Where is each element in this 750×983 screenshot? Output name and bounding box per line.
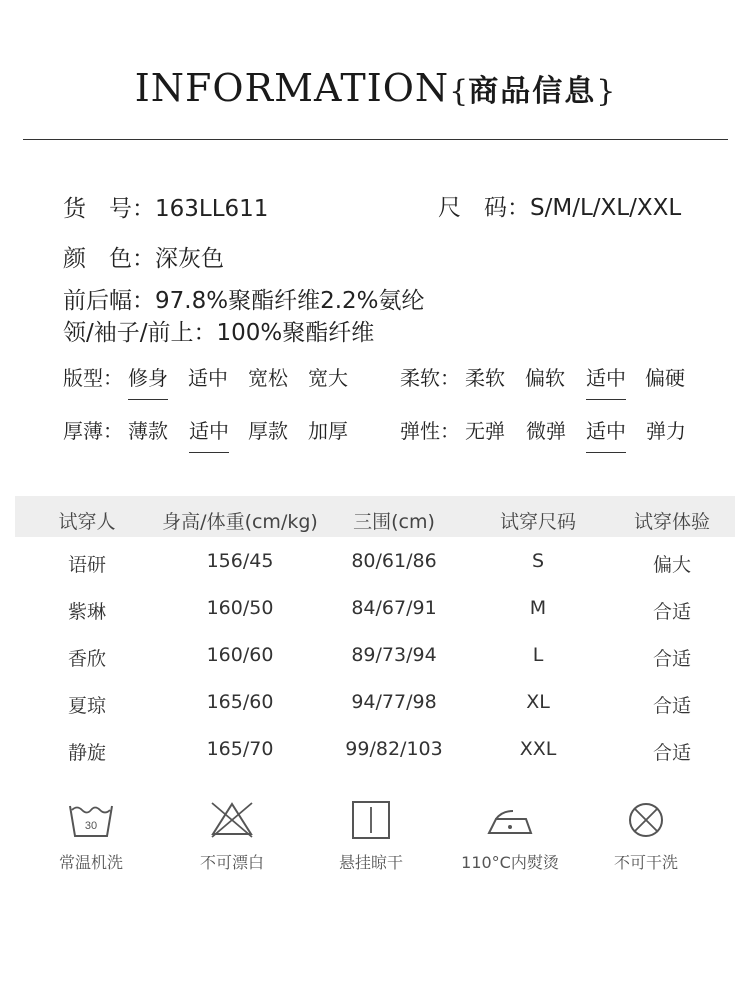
item-number-row <box>63 190 268 223</box>
cell-experience: 合适 <box>652 648 692 670</box>
page-subtitle: 商品信息 <box>468 74 597 109</box>
cell-height-weight: 160/50 <box>206 597 274 619</box>
cell-tester: 静旋 <box>67 742 107 764</box>
care-item-bleach <box>167 800 297 873</box>
cell-tester: 紫琳 <box>67 601 107 623</box>
no-dry-clean-icon <box>623 800 669 840</box>
item-number-value: 163LL611 <box>155 196 269 222</box>
column-header-experience: 试穿体验 <box>633 511 711 533</box>
fabric-collar-row <box>63 314 374 347</box>
color-row <box>63 240 224 273</box>
cell-tester: 香欣 <box>67 648 107 670</box>
cell-measurements: 80/61/86 <box>351 550 437 572</box>
cell-experience: 合适 <box>652 695 692 717</box>
cell-size: L <box>532 644 544 666</box>
cell-experience: 合适 <box>652 601 692 623</box>
cell-tester: 夏琼 <box>67 695 107 717</box>
column-header-size: 试穿尺码 <box>499 511 577 533</box>
fabric-front-value: 97.8%聚酯纤维2.2%氨纶 <box>155 288 425 314</box>
hang-dry-icon <box>348 800 394 840</box>
elasticity-scale <box>400 415 700 451</box>
cell-tester: 语研 <box>67 554 107 576</box>
wash-30-icon <box>68 800 114 840</box>
elasticity-option-medium: 适中 <box>586 415 626 453</box>
header <box>0 66 750 110</box>
softness-label: 柔软： <box>400 366 460 390</box>
softness-option-medium: 适中 <box>586 362 626 400</box>
fit-option-regular: 适中 <box>188 366 228 390</box>
fabric-front-row <box>63 282 425 315</box>
cell-height-weight: 156/45 <box>206 550 274 572</box>
softness-option-softish: 偏软 <box>525 366 565 390</box>
size-row <box>438 189 681 222</box>
brace-close: } <box>596 74 616 109</box>
page-title: INFORMATION <box>134 66 450 110</box>
cell-size: M <box>529 597 547 619</box>
column-header-height-weight: 身高/体重(cm/kg) <box>162 511 318 533</box>
elasticity-option-stretch: 弹力 <box>646 419 686 443</box>
thickness-option-medium: 适中 <box>189 415 229 453</box>
cell-measurements: 84/67/91 <box>351 597 437 619</box>
care-label-dry: 悬挂晾干 <box>338 853 403 872</box>
fit-label: 版型： <box>63 366 123 390</box>
column-header-tester: 试穿人 <box>58 511 116 533</box>
wash-temperature: 30 <box>84 820 98 832</box>
no-bleach-icon <box>209 800 255 840</box>
care-label-iron: 110°C内熨烫 <box>461 853 559 872</box>
elasticity-option-none: 无弹 <box>465 419 505 443</box>
thickness-option-thin: 薄款 <box>128 419 168 443</box>
cell-experience: 偏大 <box>652 554 692 576</box>
color-value: 深灰色 <box>155 246 224 272</box>
elasticity-option-slight: 微弹 <box>526 419 566 443</box>
fabric-collar-value: 100%聚酯纤维 <box>216 320 375 346</box>
fabric-front-label: 前后幅： <box>63 288 155 314</box>
cell-measurements: 89/73/94 <box>351 644 437 666</box>
cell-height-weight: 165/70 <box>206 738 274 760</box>
item-number-label: 货 号： <box>63 196 155 222</box>
iron-icon <box>485 800 535 840</box>
cell-height-weight: 160/60 <box>206 644 274 666</box>
fit-scale <box>63 362 393 398</box>
header-divider <box>23 139 728 140</box>
cell-measurements: 99/82/103 <box>345 738 443 760</box>
softness-option-soft: 柔软 <box>465 366 505 390</box>
thickness-label: 厚薄： <box>63 419 123 443</box>
cell-size: S <box>531 550 545 572</box>
softness-scale <box>400 362 700 398</box>
fabric-collar-label: 领/袖子/前上： <box>63 320 217 346</box>
thickness-option-extra-thick: 加厚 <box>308 419 348 443</box>
thickness-option-thick: 厚款 <box>248 419 288 443</box>
fit-option-loose: 宽松 <box>248 366 288 390</box>
care-item-wash <box>26 800 156 873</box>
size-label: 尺 码： <box>438 195 530 221</box>
softness-option-hard: 偏硬 <box>645 366 685 390</box>
cell-experience: 合适 <box>652 742 692 764</box>
cell-size: XL <box>526 691 550 713</box>
care-label-wash: 常温机洗 <box>58 853 123 872</box>
elasticity-label: 弹性： <box>400 419 460 443</box>
color-label: 颜 色： <box>63 246 155 272</box>
care-item-iron <box>445 800 575 873</box>
size-value: S/M/L/XL/XXL <box>530 195 682 221</box>
cell-height-weight: 165/60 <box>206 691 274 713</box>
care-label-bleach: 不可漂白 <box>199 853 264 872</box>
thickness-scale <box>63 415 393 451</box>
fit-option-slim: 修身 <box>128 362 168 400</box>
column-header-measurements: 三围(cm) <box>353 511 435 533</box>
brace-open: { <box>449 74 469 109</box>
cell-measurements: 94/77/98 <box>351 691 437 713</box>
cell-size: XXL <box>519 738 557 760</box>
care-item-dry <box>306 800 436 873</box>
care-label-dry-clean: 不可干洗 <box>613 853 678 872</box>
fit-option-oversized: 宽大 <box>308 366 348 390</box>
care-item-dry-clean <box>581 800 711 873</box>
